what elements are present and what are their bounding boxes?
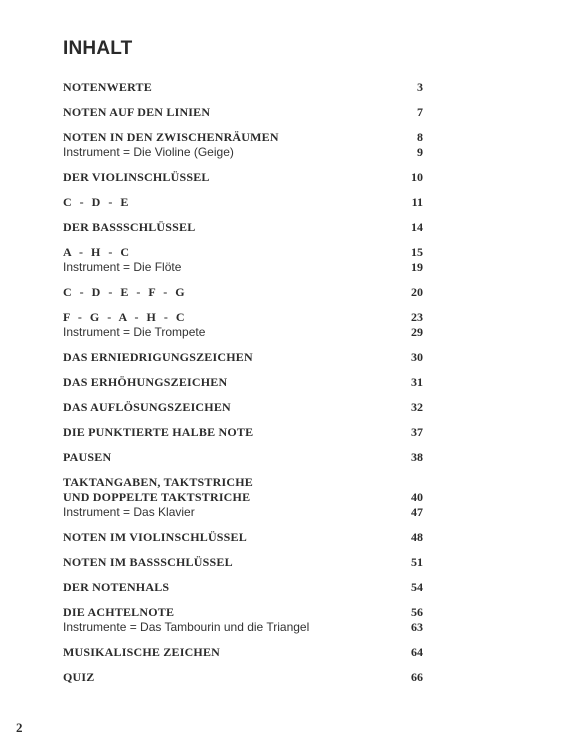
toc-entry-title: F - G - A - H - C xyxy=(63,310,186,324)
toc-entry-noten-im-violinschluessel xyxy=(63,530,423,545)
toc-entry-page: 48 xyxy=(411,530,423,544)
toc-entry-quiz xyxy=(63,670,423,685)
toc-entry-a-h-c xyxy=(63,245,423,260)
page-number: 2 xyxy=(16,720,23,735)
toc-entry-title: DER VIOLINSCHLÜSSEL xyxy=(63,170,210,184)
toc-entry-page: 31 xyxy=(411,375,423,389)
toc-entry-page: 3 xyxy=(417,80,423,94)
toc-subentry-title: Instrument = Die Flöte xyxy=(63,260,182,274)
toc-entry-title: MUSIKALISCHE ZEICHEN xyxy=(63,645,221,659)
toc-entry-page: 7 xyxy=(417,105,423,119)
toc-entry-taktangaben xyxy=(63,475,423,490)
table-of-contents xyxy=(63,80,423,695)
toc-entry-page: 23 xyxy=(411,310,423,324)
toc-entry-f-g-a-h-c xyxy=(63,310,423,325)
toc-entry-title-line2: UND DOPPELTE TAKTSTRICHE xyxy=(63,490,251,504)
toc-entry-page: 37 xyxy=(411,425,423,439)
toc-subentry-title: Instrumente = Das Tambourin und die Triangel xyxy=(63,620,310,634)
toc-entry-title: DAS ERHÖHUNGSZEICHEN xyxy=(63,375,228,389)
toc-entry-der-notenhals xyxy=(63,580,423,595)
toc-subentry-title: Instrument = Die Violine (Geige) xyxy=(63,145,234,159)
toc-entry-page: 15 xyxy=(411,245,423,259)
toc-entry-title: DAS AUFLÖSUNGSZEICHEN xyxy=(63,400,231,414)
toc-entry-musikalische-zeichen xyxy=(63,645,423,660)
toc-entry-title: NOTEN IM VIOLINSCHLÜSSEL xyxy=(63,530,247,544)
toc-entry-noten-auf-den-linien xyxy=(63,105,423,120)
toc-entry-title: NOTEN IM BASSSCHLÜSSEL xyxy=(63,555,233,569)
toc-entry-erniedrigungszeichen xyxy=(63,350,423,365)
toc-subentry-klavier xyxy=(63,505,423,520)
toc-entry-title: C - D - E xyxy=(63,195,130,209)
toc-entry-noten-im-bassschluessel xyxy=(63,555,423,570)
toc-entry-punktierte-halbe-note xyxy=(63,425,423,440)
toc-subentry-page: 29 xyxy=(411,325,423,339)
toc-subentry-page: 9 xyxy=(417,145,423,159)
toc-subentry-page: 63 xyxy=(411,620,423,634)
toc-entry-page: 54 xyxy=(411,580,423,594)
toc-entry-page: 64 xyxy=(411,645,423,659)
toc-subentry-title: Instrument = Die Trompete xyxy=(63,325,206,339)
toc-entry-title: DIE PUNKTIERTE HALBE NOTE xyxy=(63,425,254,439)
toc-entry-page: 56 xyxy=(411,605,423,619)
toc-entry-page: 11 xyxy=(411,195,423,209)
toc-entry-title: QUIZ xyxy=(63,670,95,684)
toc-subentry-trompete xyxy=(63,325,423,340)
toc-entry-page: 32 xyxy=(411,400,423,414)
toc-entry-title: TAKTANGABEN, TAKTSTRICHE xyxy=(63,475,253,489)
toc-entry-page: 66 xyxy=(411,670,423,684)
toc-entry-title: NOTENWERTE xyxy=(63,80,152,94)
toc-entry-page: 51 xyxy=(411,555,423,569)
toc-entry-erhoehungszeichen xyxy=(63,375,423,390)
toc-entry-page: 10 xyxy=(411,170,423,184)
toc-subentry-title: Instrument = Das Klavier xyxy=(63,505,195,519)
toc-entry-page: 40 xyxy=(411,490,423,504)
toc-entry-title: PAUSEN xyxy=(63,450,112,464)
toc-entry-c-d-e-f-g xyxy=(63,285,423,300)
toc-entry-der-bassschluessel xyxy=(63,220,423,235)
toc-subentry-page: 47 xyxy=(411,505,423,519)
toc-entry-title: NOTEN AUF DEN LINIEN xyxy=(63,105,211,119)
toc-entry-notenwerte xyxy=(63,80,423,95)
toc-entry-der-violinschluessel xyxy=(63,170,423,185)
toc-entry-noten-in-den-zwischenraeumen xyxy=(63,130,423,145)
toc-entry-title: A - H - C xyxy=(63,245,130,259)
toc-entry-taktangaben-line2 xyxy=(63,490,423,505)
toc-entry-title: DER NOTENHALS xyxy=(63,580,170,594)
toc-entry-c-d-e xyxy=(63,195,423,210)
toc-subentry-floete xyxy=(63,260,423,275)
toc-entry-page: 38 xyxy=(411,450,423,464)
toc-entry-title: NOTEN IN DEN ZWISCHENRÄUMEN xyxy=(63,130,279,144)
toc-entry-title: C - D - E - F - G xyxy=(63,285,186,299)
toc-entry-page: 14 xyxy=(411,220,423,234)
toc-entry-page: 30 xyxy=(411,350,423,364)
toc-subentry-page: 19 xyxy=(411,260,423,274)
toc-entry-title: DER BASSSCHLÜSSEL xyxy=(63,220,196,234)
toc-entry-aufloesungszeichen xyxy=(63,400,423,415)
toc-entry-title: DIE ACHTELNOTE xyxy=(63,605,175,619)
toc-entry-page: 8 xyxy=(417,130,423,144)
toc-subentry-violine xyxy=(63,145,423,160)
page-heading: INHALT xyxy=(63,38,133,59)
toc-entry-page: 20 xyxy=(411,285,423,299)
toc-entry-title: DAS ERNIEDRIGUNGSZEICHEN xyxy=(63,350,253,364)
toc-subentry-tambourin-triangel xyxy=(63,620,423,635)
toc-entry-pausen xyxy=(63,450,423,465)
toc-entry-die-achtelnote xyxy=(63,605,423,620)
